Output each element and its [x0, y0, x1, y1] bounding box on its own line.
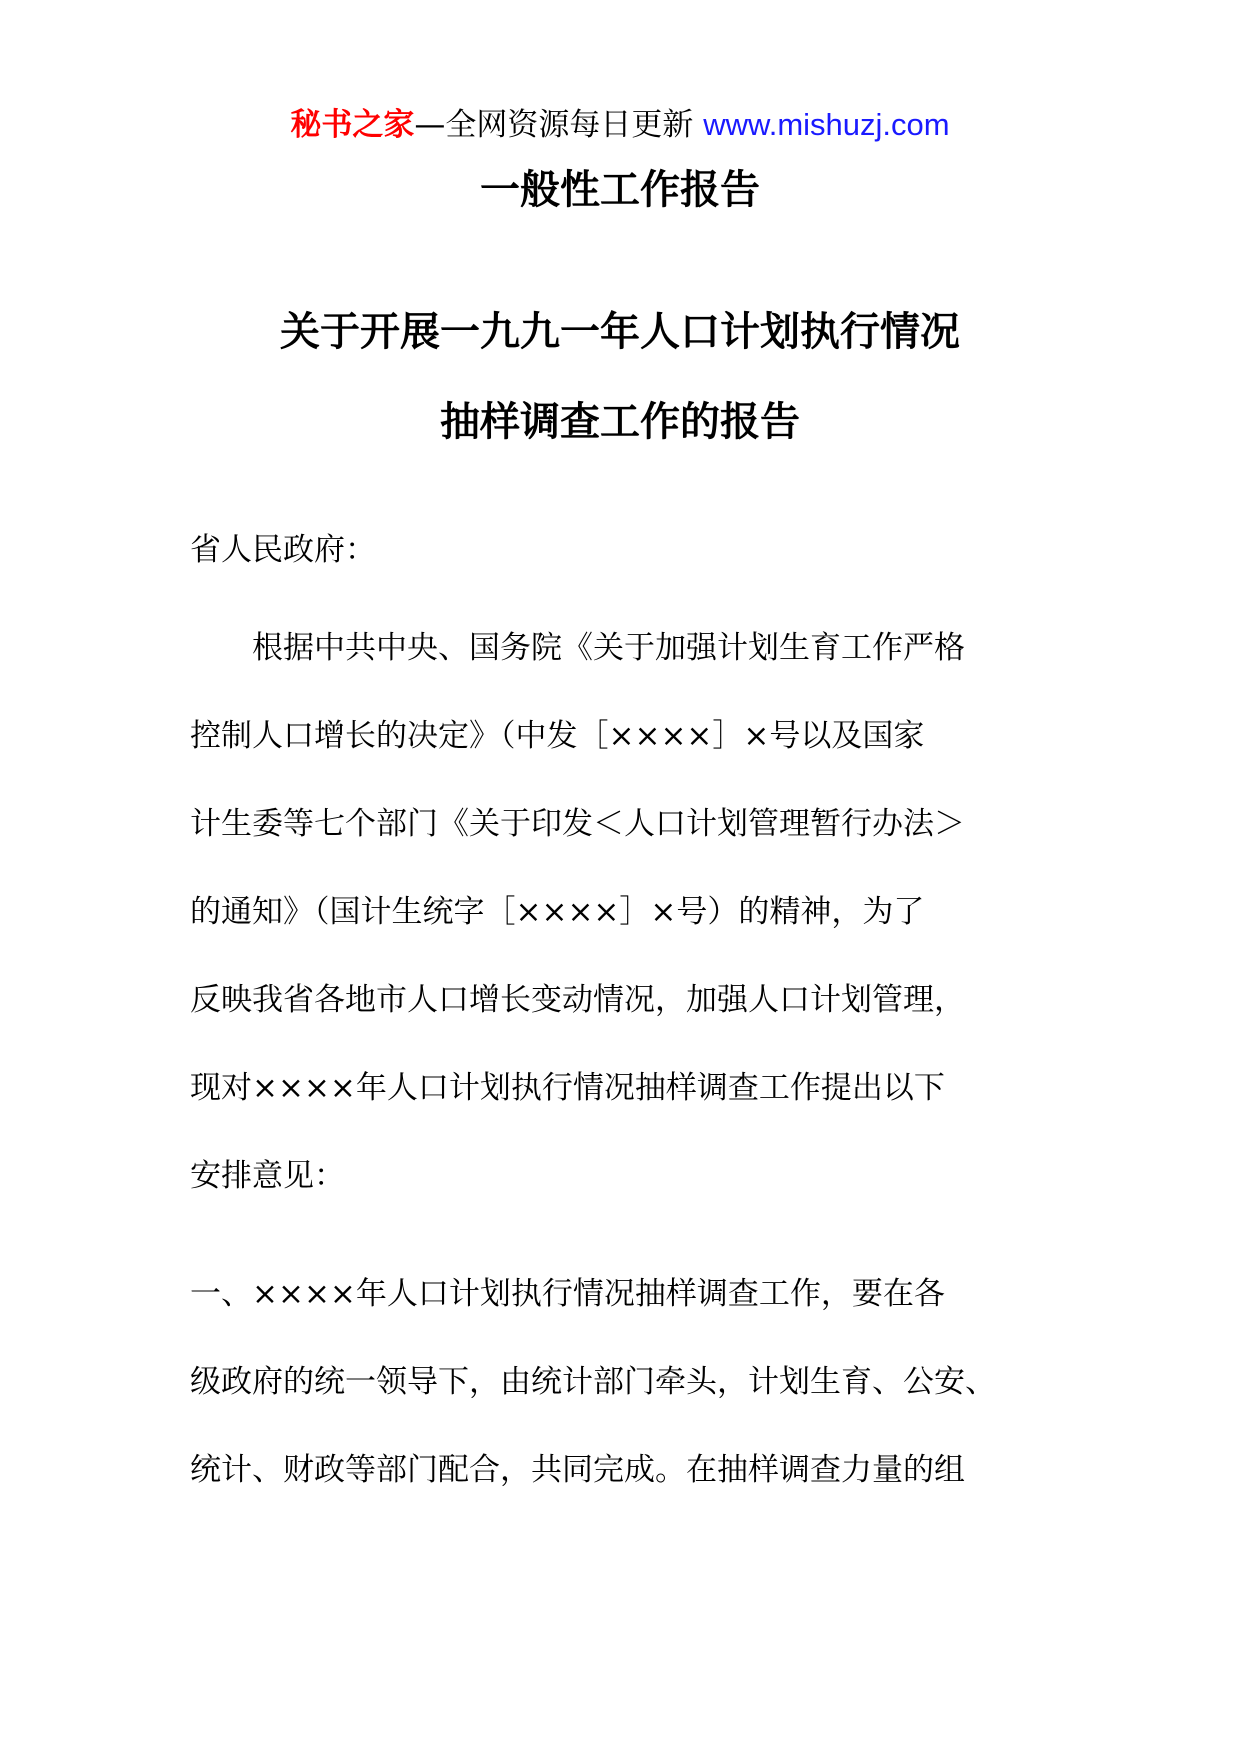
site-url-link[interactable]: www.mishuzj.com [703, 107, 950, 142]
paragraph-1-line: 计生委等七个部门《关于印发＜人口计划管理暂行办法＞ [190, 806, 965, 842]
header-tagline: —全网资源每日更新 [414, 107, 694, 143]
salutation: 省人民政府： [190, 532, 376, 568]
paragraph-2-line: 一、××××年人口计划执行情况抽样调查工作，要在各 [190, 1276, 945, 1312]
paragraph-1-line: 的通知》（国计生统字［××××］×号）的精神，为了 [190, 894, 925, 930]
paragraph-1-line: 安排意见： [190, 1158, 345, 1194]
brand-name: 秘书之家 [290, 107, 415, 143]
paragraph-1-line: 反映我省各地市人口增长变动情况，加强人口计划管理， [190, 982, 965, 1018]
category-title: 一般性工作报告 [480, 167, 760, 213]
paragraph-1-line: 控制人口增长的决定》（中发［××××］×号以及国家 [190, 718, 925, 754]
site-header [0, 100, 1240, 150]
paragraph-1-line: 现对××××年人口计划执行情况抽样调查工作提出以下 [190, 1070, 945, 1106]
paragraph-2-line: 统计、财政等部门配合，共同完成。在抽样调查力量的组 [190, 1452, 965, 1488]
document-title-line-2: 抽样调查工作的报告 [440, 399, 800, 445]
document-title-line-1: 关于开展一九九一年人口计划执行情况 [280, 309, 960, 355]
paragraph-2-line: 级政府的统一领导下，由统计部门牵头，计划生育、公安、 [190, 1364, 996, 1400]
paragraph-1-line: 根据中共中央、国务院《关于加强计划生育工作严格 [252, 630, 965, 666]
